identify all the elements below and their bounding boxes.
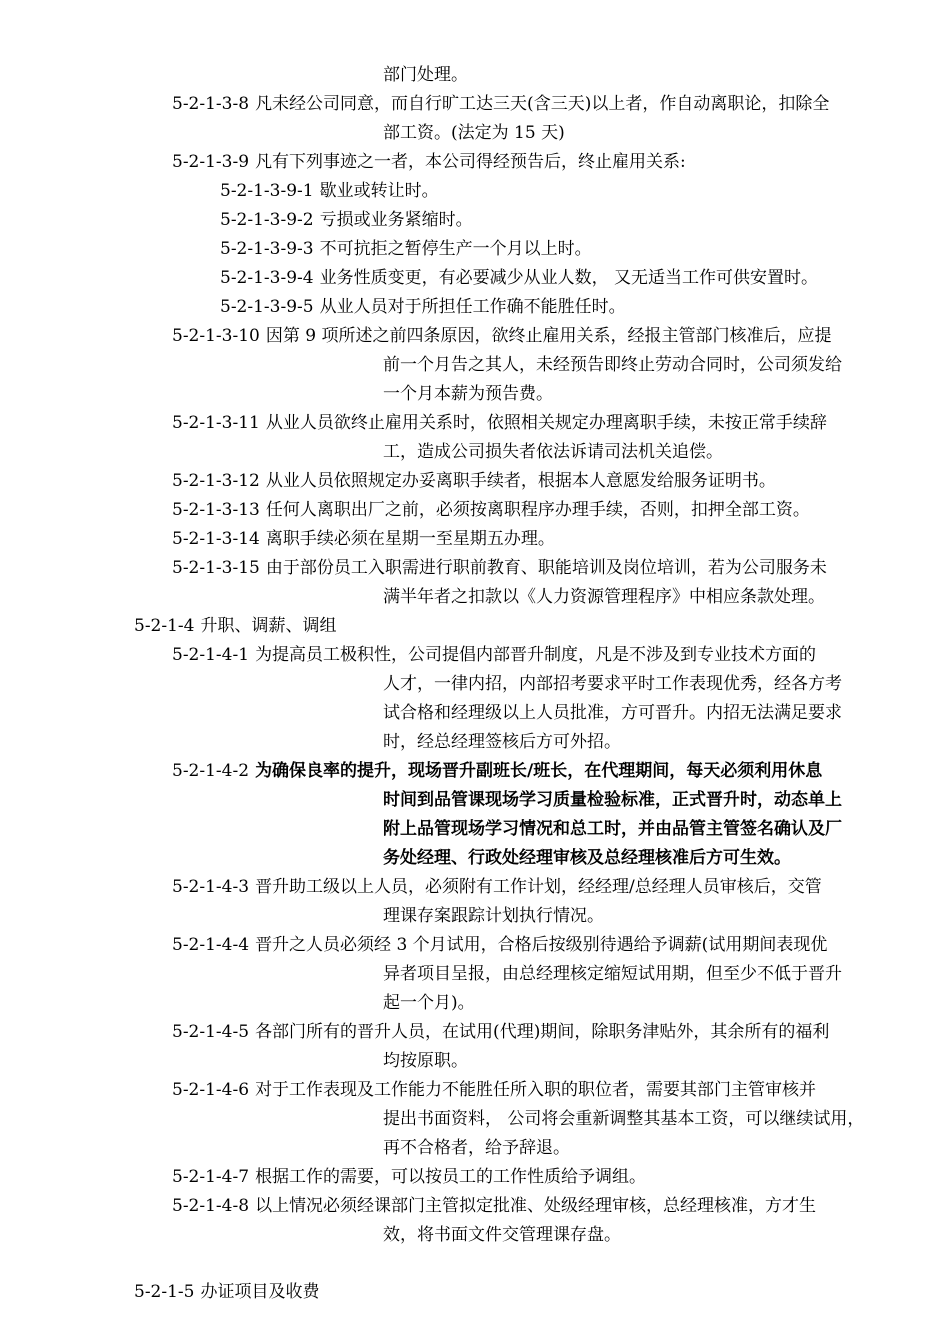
clause-text-bold: 为确保良率的提升，现场晋升副班长/班长，在代理期间，每天必须利用休息 [255, 761, 823, 781]
clause-text-cont: 起一个月)。 [383, 993, 475, 1013]
clause-text: 凡有下列事迹之一者，本公司得经预告后，终止雇用关系: [255, 152, 686, 172]
clause-text: 歇业或转让时。 [319, 181, 439, 201]
clause-number: 5-2-1-4-3 [172, 877, 250, 897]
clause-number: 5-2-1-3-12 [172, 471, 260, 491]
clause-5-2-1-4-3 [172, 874, 822, 900]
clause-number: 5-2-1-3-8 [172, 94, 250, 114]
clause-text: 晋升助工级以上人员，必须附有工作计划，经经理/总经理人员审核后，交管 [255, 877, 822, 897]
clause-text: 不可抗拒之暂停生产一个月以上时。 [319, 239, 592, 259]
section-5-2-1-5 [134, 1279, 320, 1305]
clause-text: 亏损或业务紧缩时。 [319, 210, 473, 230]
clause-text-cont: 人才，一律内招，内部招考要求平时工作表现优秀，经各方考 [383, 674, 842, 694]
clause-text-cont: 一个月本薪为预告费。 [383, 384, 553, 404]
clause-text-cont-bold: 附上品管现场学习情况和总工时，并由品管主管签名确认及厂 [383, 819, 842, 839]
clause-5-2-1-3-9-5 [220, 294, 626, 320]
clause-text-cont: 提出书面资料， 公司将会重新调整其基本工资，可以继续试用， [383, 1109, 865, 1129]
clause-text-cont: 满半年者之扣款以《人力资源管理程序》中相应条款处理。 [383, 587, 825, 607]
clause-number: 5-2-1-3-9-2 [220, 210, 314, 230]
clause-5-2-1-3-15 [172, 555, 827, 581]
clause-number: 5-2-1-4-7 [172, 1167, 250, 1187]
clause-text-cont: 前一个月告之其人，未经预告即终止劳动合同时，公司须发给 [383, 355, 842, 375]
clause-text: 因第 9 项所述之前四条原因，欲终止雇用关系，经报主管部门核准后，应提 [265, 326, 832, 346]
clause-number: 5-2-1-3-9-5 [220, 297, 314, 317]
clause-text-cont: 效，将书面文件交管理课存盘。 [383, 1225, 621, 1245]
section-number: 5-2-1-5 [134, 1282, 195, 1302]
section-number: 5-2-1-4 [134, 616, 195, 636]
clause-text-cont-bold: 务处经理、行政处经理审核及总经理核准后方可生效。 [383, 848, 791, 868]
clause-5-2-1-3-13 [172, 497, 810, 523]
clause-number: 5-2-1-4-8 [172, 1196, 250, 1216]
clause-5-2-1-4-7 [172, 1164, 646, 1190]
clause-text: 以上情况必须经课部门主管拟定批准、处级经理审核，总经理核准，方才生 [255, 1196, 817, 1216]
clause-5-2-1-4-6 [172, 1077, 816, 1103]
clause-5-2-1-3-9 [172, 149, 686, 175]
clause-text-cont: 试合格和经理级以上人员批准，方可晋升。内招无法满足要求 [383, 703, 842, 723]
clause-5-2-1-4-2 [172, 758, 822, 784]
clause-text: 根据工作的需要，可以按员工的工作性质给予调组。 [255, 1167, 647, 1187]
clause-5-2-1-3-9-1 [220, 178, 439, 204]
clause-text: 凡未经公司同意，而自行旷工达三天(含三天)以上者，作自动离职论，扣除全 [255, 94, 830, 114]
clause-5-2-1-3-9-4 [220, 265, 818, 291]
clause-number: 5-2-1-4-6 [172, 1080, 250, 1100]
clause-text: 晋升之人员必须经 3 个月试用，合格后按级别待遇给予调薪(试用期间表现优 [255, 935, 828, 955]
clause-5-2-1-4-8 [172, 1193, 816, 1219]
clause-5-2-1-4-5 [172, 1019, 829, 1045]
clause-text: 对于工作表现及工作能力不能胜任所入职的职位者，需要其部门主管审核并 [255, 1080, 817, 1100]
clause-text-cont: 工，造成公司损失者依法诉请司法机关追偿。 [383, 442, 723, 462]
clause-number: 5-2-1-4-2 [172, 761, 250, 781]
clause-text-cont: 部工资。(法定为 15 天) [383, 123, 565, 143]
clause-number: 5-2-1-4-4 [172, 935, 250, 955]
continuation-line: 部门处理。 [383, 65, 468, 85]
section-title: 升职、调薪、调组 [200, 616, 337, 636]
clause-number: 5-2-1-3-10 [172, 326, 260, 346]
clause-5-2-1-4-4 [172, 932, 827, 958]
clause-number: 5-2-1-4-5 [172, 1022, 250, 1042]
clause-number: 5-2-1-3-9-4 [220, 268, 314, 288]
clause-number: 5-2-1-3-14 [172, 529, 260, 549]
clause-text: 由于部份员工入职需进行职前教育、职能培训及岗位培训，若为公司服务未 [265, 558, 827, 578]
clause-text-cont: 均按原职。 [383, 1051, 468, 1071]
clause-5-2-1-3-8 [172, 91, 829, 117]
clause-number: 5-2-1-3-11 [172, 413, 260, 433]
clause-5-2-1-3-9-2 [220, 207, 473, 233]
clause-number: 5-2-1-3-15 [172, 558, 260, 578]
clause-5-2-1-3-11 [172, 410, 827, 436]
clause-text-cont: 时，经总经理签核后方可外招。 [383, 732, 621, 752]
clause-5-2-1-3-9-3 [220, 236, 592, 262]
clause-5-2-1-3-14 [172, 526, 555, 552]
clause-text: 为提高员工极积性，公司提倡内部晋升制度，凡是不涉及到专业技术方面的 [255, 645, 817, 665]
clause-number: 5-2-1-3-9-1 [220, 181, 314, 201]
clause-text-cont: 理课存案跟踪计划执行情况。 [383, 906, 604, 926]
clause-text-cont: 再不合格者，给予辞退。 [383, 1138, 570, 1158]
clause-text: 离职手续必须在星期一至星期五办理。 [265, 529, 555, 549]
clause-text: 业务性质变更，有必要减少从业人数， 又无适当工作可供安置时。 [319, 268, 819, 288]
clause-5-2-1-3-10 [172, 323, 832, 349]
clause-text-cont: 异者项目呈报，由总经理核定缩短试用期，但至少不低于晋升 [383, 964, 842, 984]
clause-text: 从业人员对于所担任工作确不能胜任时。 [319, 297, 626, 317]
section-5-2-1-4 [134, 613, 337, 639]
clause-text: 从业人员依照规定办妥离职手续者，根据本人意愿发给服务证明书。 [265, 471, 776, 491]
clause-5-2-1-4-1 [172, 642, 816, 668]
clause-text-cont-bold: 时间到品管课现场学习质量检验标准，正式晋升时，动态单上 [383, 790, 842, 810]
clause-5-2-1-3-12 [172, 468, 776, 494]
section-title: 办证项目及收费 [200, 1282, 320, 1302]
clause-number: 5-2-1-3-13 [172, 500, 260, 520]
clause-number: 5-2-1-3-9 [172, 152, 250, 172]
clause-number: 5-2-1-4-1 [172, 645, 250, 665]
clause-text: 任何人离职出厂之前，必须按离职程序办理手续，否则，扣押全部工资。 [265, 500, 810, 520]
clause-text: 从业人员欲终止雇用关系时，依照相关规定办理离职手续，未按正常手续辞 [265, 413, 827, 433]
clause-number: 5-2-1-3-9-3 [220, 239, 314, 259]
clause-text: 各部门所有的晋升人员，在试用(代理)期间，除职务津贴外，其余所有的福利 [255, 1022, 830, 1042]
